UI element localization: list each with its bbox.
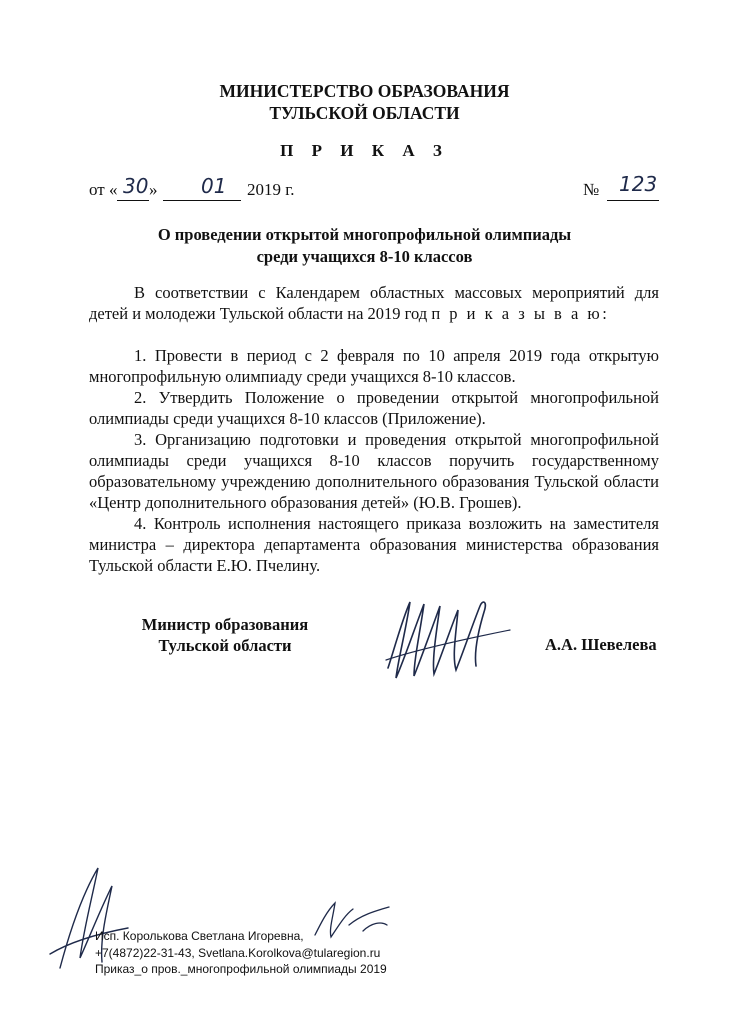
ministry-line-2: ТУЛЬСКОЙ ОБЛАСТИ	[269, 103, 460, 123]
date-number-line	[89, 172, 659, 206]
order-item: 2. Утвердить Положение о проведении открытой многопрофильной олимпиады среди учащихся 8-10 классов (Приложение).	[89, 388, 659, 428]
ministry-line-1: МИНИСТЕРСТВО ОБРАЗОВАНИЯ	[219, 81, 510, 101]
executor-footer	[95, 928, 387, 978]
file-name: Приказ_о пров._многопрофильной олимпиады 2019	[95, 962, 387, 976]
number-label: №	[583, 180, 600, 199]
month-underline	[163, 200, 241, 201]
executor-name: Исп. Королькова Светлана Игоревна,	[95, 929, 304, 943]
order-word: п р и к а з ы в а ю:	[431, 304, 610, 323]
date-prefix: от «	[89, 180, 118, 199]
order-number: 123	[619, 172, 658, 196]
number-underline	[607, 200, 659, 201]
order-item: 4. Контроль исполнения настоящего приказа возложить на заместителя министра – директора департамента образования министерства образования Тульской области Е.Ю. Пчелину.	[89, 514, 659, 575]
date-year: 2019 г.	[247, 180, 295, 199]
executor-contacts: +7(4872)22-31-43, Svetlana.Korolkova@tularegion.ru	[95, 945, 381, 960]
signatory-name: А.А. Шевелева	[545, 635, 657, 654]
order-item: 1. Провести в период с 2 февраля по 10 апреля 2019 года открытую многопрофильную олимпиаду среди учащихся 8-10 классов.	[89, 346, 659, 386]
order-item: 3. Организацию подготовки и проведения открытой многопрофильной олимпиады среди учащихся 8-10 классов поручить государственному образовательному учреждению дополнительного образования Тульской области «Центр дополнительного образования детей» (Ю.В. Грошев).	[89, 430, 659, 512]
date-day: 30	[123, 174, 149, 198]
signatory-title-line-1: Министр образования	[141, 615, 309, 634]
date-quote-close: »	[149, 180, 158, 199]
handwritten-signature	[380, 590, 520, 690]
preamble	[89, 282, 659, 324]
preamble-text: В соответствии с Календарем областных массовых мероприятий для детей и молодежи Тульской области на 2019 год	[89, 283, 659, 323]
date-month: 01	[201, 174, 227, 198]
order-subject	[0, 224, 729, 268]
day-underline	[117, 200, 149, 201]
subject-line-2: среди учащихся 8-10 классов	[256, 247, 473, 266]
subject-line-1: О проведении открытой многопрофильной олимпиады	[157, 225, 572, 244]
signatory-title-line-2: Тульской области	[158, 636, 292, 655]
ministry-heading	[0, 80, 729, 124]
order-items	[89, 345, 659, 576]
signatory-title	[100, 614, 350, 656]
document-type-title: П Р И К А З	[280, 141, 449, 160]
